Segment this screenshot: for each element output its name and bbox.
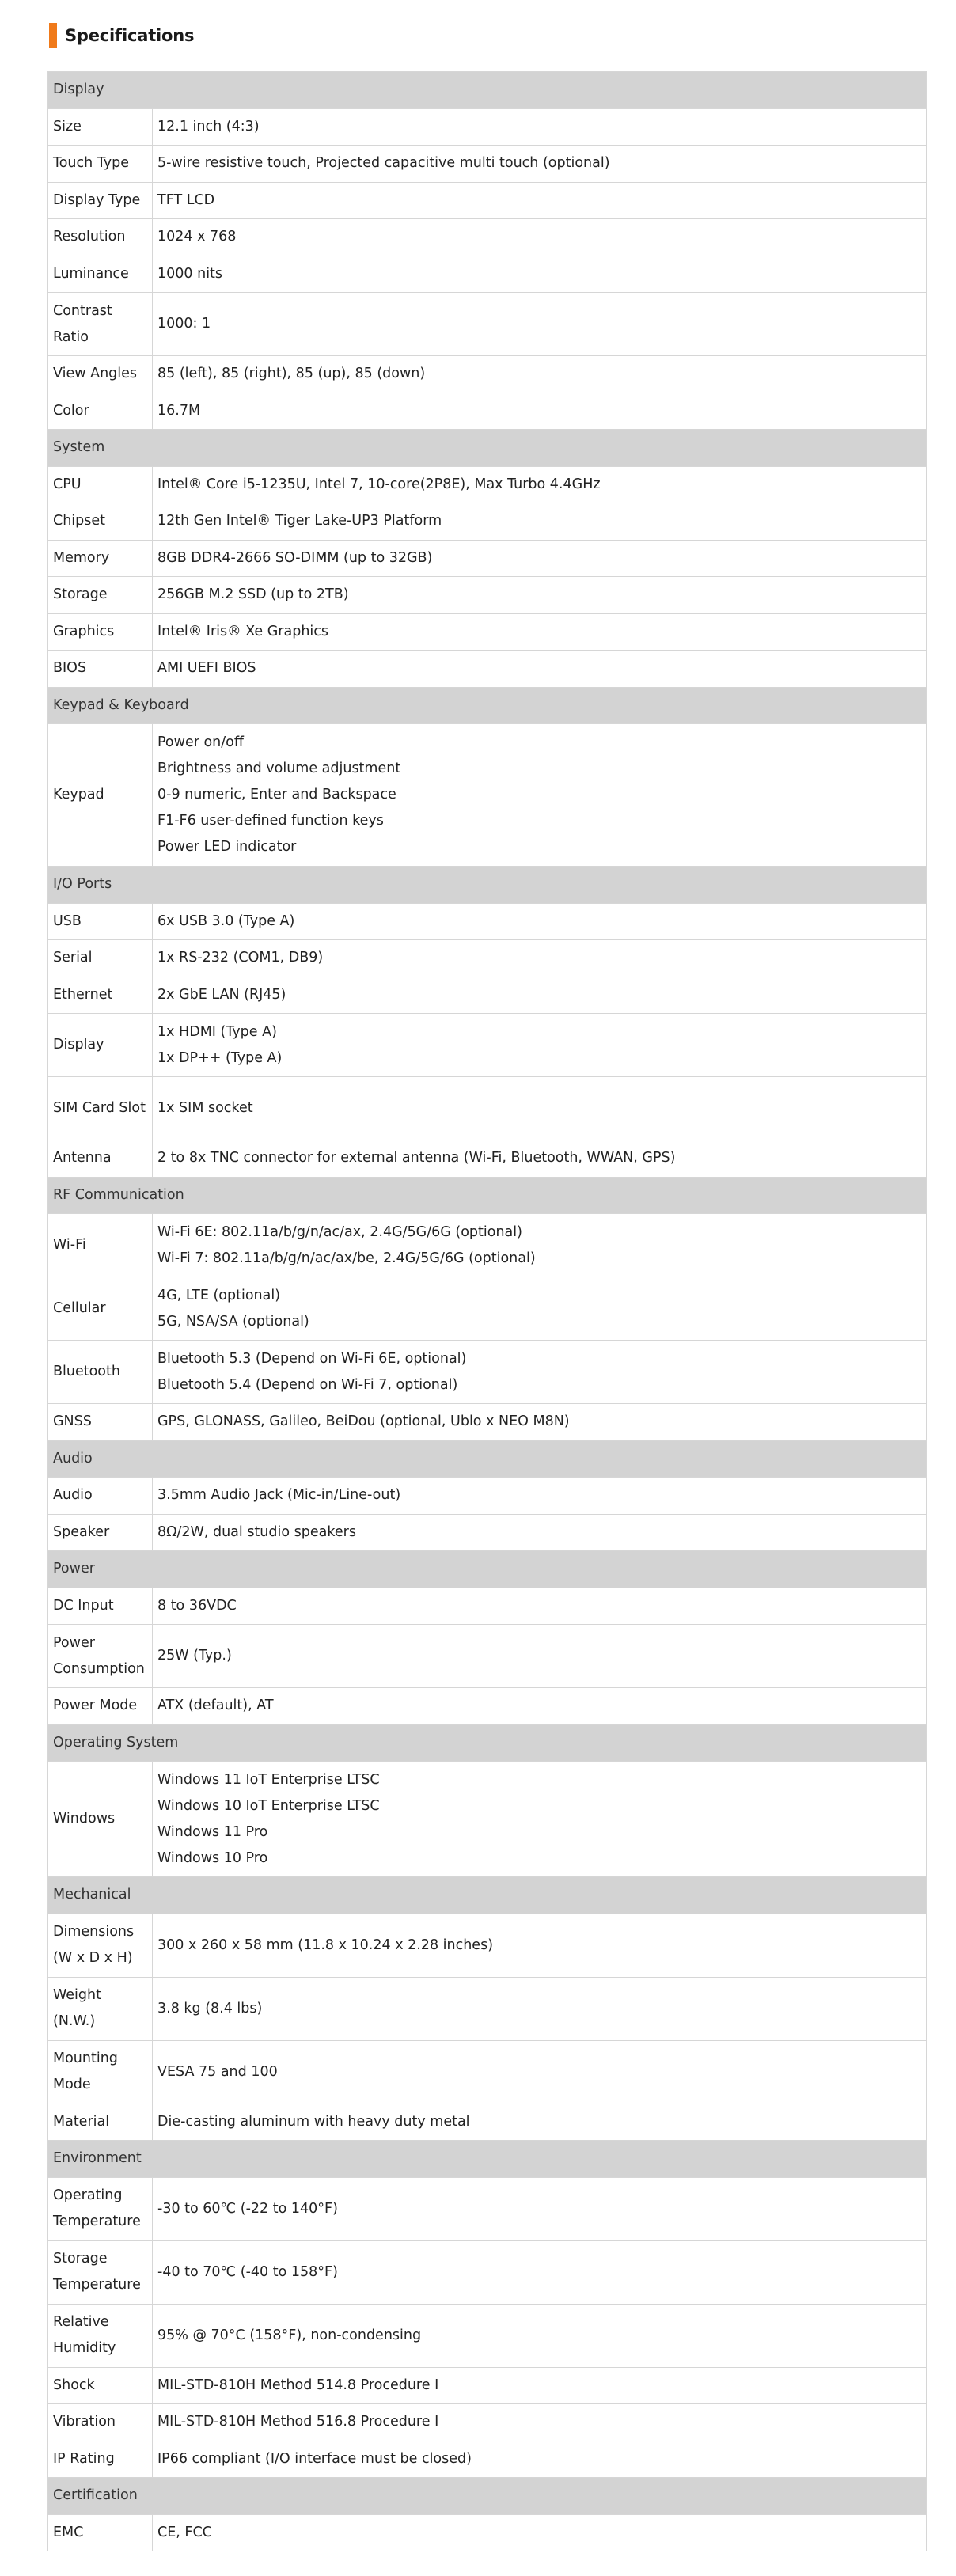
spec-row-power-dc-input <box>48 1588 927 1625</box>
spec-row-system-bios <box>48 651 927 688</box>
section-title: Mechanical <box>48 1877 927 1914</box>
spec-row-system-graphics <box>48 613 927 651</box>
spec-value-line: 256GB M.2 SSD (up to 2TB) <box>157 586 349 603</box>
spec-value <box>153 1625 927 1688</box>
spec-value <box>153 1341 927 1404</box>
section-header-certification <box>48 2478 927 2515</box>
spec-row-rf-communication-gnss <box>48 1404 927 1441</box>
section-header-display <box>48 72 927 109</box>
section-title: Keypad & Keyboard <box>48 687 927 724</box>
spec-value-line: IP66 compliant (I/O interface must be closed) <box>157 2450 472 2467</box>
spec-label: Storage Temperature <box>48 2240 153 2304</box>
spec-value-line: 2 to 8x TNC connector for external antenna (Wi-Fi, Bluetooth, WWAN, GPS) <box>157 1150 676 1167</box>
spec-label: USB <box>48 903 153 940</box>
spec-label: Ethernet <box>48 977 153 1014</box>
spec-row-i-o-ports-antenna <box>48 1140 927 1178</box>
spec-label: IP Rating <box>48 2441 153 2478</box>
section-title: Power <box>48 1551 927 1588</box>
spec-value-line: 2x GbE LAN (RJ45) <box>157 986 286 1003</box>
spec-row-rf-communication-bluetooth <box>48 1341 927 1404</box>
spec-value-line: 1000: 1 <box>157 316 211 332</box>
spec-row-environment-storage-temperature <box>48 2240 927 2304</box>
spec-value-line: 5-wire resistive touch, Projected capacitive multi touch (optional) <box>157 155 610 172</box>
spec-value <box>153 219 927 256</box>
spec-value-line: Windows 11 Pro <box>157 1823 268 1840</box>
spec-value-line: 16.7M <box>157 402 201 419</box>
spec-value <box>153 940 927 977</box>
spec-value-line: 1x SIM socket <box>157 1100 253 1116</box>
spec-value-line: 1000 nits <box>157 265 223 282</box>
spec-value <box>153 1404 927 1441</box>
spec-value-line: MIL-STD-810H Method 516.8 Procedure I <box>157 2414 439 2430</box>
spec-row-environment-vibration <box>48 2404 927 2441</box>
spec-label: Bluetooth <box>48 1341 153 1404</box>
spec-value-line: Power LED indicator <box>157 839 297 855</box>
section-title: I/O Ports <box>48 867 927 904</box>
spec-row-i-o-ports-ethernet <box>48 977 927 1014</box>
spec-value-line: 0-9 numeric, Enter and Backspace <box>157 787 396 802</box>
spec-label: Contrast Ratio <box>48 293 153 356</box>
spec-row-display-resolution <box>48 219 927 256</box>
spec-value-line: Wi-Fi 6E: 802.11a/b/g/n/ac/ax, 2.4G/5G/6G (optional) <box>157 1224 522 1240</box>
spec-value <box>153 2514 927 2551</box>
spec-value <box>153 2441 927 2478</box>
spec-row-mechanical-material <box>48 2104 927 2141</box>
spec-value <box>153 466 927 503</box>
spec-row-environment-ip-rating <box>48 2441 927 2478</box>
spec-label: Memory <box>48 540 153 577</box>
spec-row-power-power-mode <box>48 1688 927 1725</box>
spec-label: Dimensions (W x D x H) <box>48 1914 153 1977</box>
spec-row-audio-audio <box>48 1478 927 1515</box>
spec-value <box>153 540 927 577</box>
spec-value-line: 6x USB 3.0 (Type A) <box>157 912 295 929</box>
spec-value-line: Power on/off <box>157 734 244 750</box>
accent-bar <box>49 23 57 48</box>
spec-value <box>153 146 927 183</box>
spec-value <box>153 2177 927 2240</box>
spec-value <box>153 2240 927 2304</box>
spec-label: Graphics <box>48 613 153 651</box>
section-title: Display <box>48 72 927 109</box>
section-title: System <box>48 430 927 467</box>
spec-value-line: 3.8 kg (8.4 lbs) <box>157 2000 263 2016</box>
section-title: Environment <box>48 2141 927 2178</box>
spec-value <box>153 293 927 356</box>
spec-value <box>153 108 927 146</box>
spec-value <box>153 1977 927 2040</box>
spec-label: EMC <box>48 2514 153 2551</box>
spec-row-environment-shock <box>48 2367 927 2404</box>
spec-value <box>153 1014 927 1077</box>
spec-label: Power Consumption <box>48 1625 153 1688</box>
spec-value <box>153 724 927 867</box>
spec-label: Chipset <box>48 503 153 541</box>
spec-row-keypad-keyboard-keypad <box>48 724 927 867</box>
spec-row-system-cpu <box>48 466 927 503</box>
section-heading <box>49 22 194 49</box>
spec-value-line: 8Ω/2W, dual studio speakers <box>157 1523 356 1540</box>
spec-label: Cellular <box>48 1277 153 1341</box>
section-header-environment <box>48 2141 927 2178</box>
spec-value-line: 1x HDMI (Type A) <box>157 1023 277 1040</box>
spec-row-rf-communication-wi-fi <box>48 1214 927 1277</box>
specifications-table <box>47 71 927 2551</box>
spec-value <box>153 977 927 1014</box>
spec-row-mechanical-dimensions-w-x-d-x-h <box>48 1914 927 1977</box>
spec-label: View Angles <box>48 356 153 393</box>
spec-value <box>153 1214 927 1277</box>
spec-row-display-touch-type <box>48 146 927 183</box>
spec-label: Operating Temperature <box>48 2177 153 2240</box>
spec-value <box>153 2304 927 2367</box>
spec-label: Wi-Fi <box>48 1214 153 1277</box>
spec-label: Storage <box>48 577 153 614</box>
spec-label: Size <box>48 108 153 146</box>
spec-row-power-power-consumption <box>48 1625 927 1688</box>
spec-label: Display <box>48 1014 153 1077</box>
spec-value-line: Die-casting aluminum with heavy duty metal <box>157 2113 470 2130</box>
spec-value-line: Windows 10 Pro <box>157 1849 268 1866</box>
section-header-rf-communication <box>48 1177 927 1214</box>
spec-value-line: ATX (default), AT <box>157 1698 274 1714</box>
spec-value-line: F1-F6 user-defined function keys <box>157 813 384 829</box>
spec-value-line: 300 x 260 x 58 mm (11.8 x 10.24 x 2.28 inches) <box>157 1937 494 1953</box>
spec-label: Audio <box>48 1478 153 1515</box>
spec-value-line: Intel® Iris® Xe Graphics <box>157 623 329 639</box>
spec-row-certification-emc <box>48 2514 927 2551</box>
spec-label: Keypad <box>48 724 153 867</box>
spec-value-line: 1x DP++ (Type A) <box>157 1049 283 1066</box>
spec-value <box>153 1478 927 1515</box>
spec-label: Weight (N.W.) <box>48 1977 153 2040</box>
spec-value <box>153 1514 927 1551</box>
spec-value-line: 12.1 inch (4:3) <box>157 118 260 135</box>
spec-label: GNSS <box>48 1404 153 1441</box>
spec-value <box>153 356 927 393</box>
section-header-mechanical <box>48 1877 927 1914</box>
spec-value-line: 1x RS-232 (COM1, DB9) <box>157 950 324 966</box>
section-header-i-o-ports <box>48 867 927 904</box>
spec-row-system-memory <box>48 540 927 577</box>
spec-label: SIM Card Slot <box>48 1077 153 1140</box>
page-title: Specifications <box>65 26 195 45</box>
section-header-audio <box>48 1440 927 1478</box>
spec-row-i-o-ports-sim-card-slot <box>48 1077 927 1140</box>
section-header-keypad-keyboard <box>48 687 927 724</box>
spec-row-display-color <box>48 393 927 430</box>
spec-value-line: MIL-STD-810H Method 514.8 Procedure I <box>157 2377 439 2393</box>
spec-value <box>153 1762 927 1877</box>
spec-value-line: Bluetooth 5.4 (Depend on Wi-Fi 7, optional) <box>157 1376 458 1393</box>
spec-label: Material <box>48 2104 153 2141</box>
spec-value <box>153 2367 927 2404</box>
spec-row-i-o-ports-usb <box>48 903 927 940</box>
spec-row-display-contrast-ratio <box>48 293 927 356</box>
section-title: RF Communication <box>48 1177 927 1214</box>
spec-label: Touch Type <box>48 146 153 183</box>
spec-row-display-display-type <box>48 182 927 219</box>
spec-value <box>153 1688 927 1725</box>
spec-row-environment-operating-temperature <box>48 2177 927 2240</box>
spec-value <box>153 1914 927 1977</box>
spec-value <box>153 503 927 541</box>
spec-label: Antenna <box>48 1140 153 1178</box>
spec-label: CPU <box>48 466 153 503</box>
spec-value <box>153 1277 927 1341</box>
spec-value <box>153 2104 927 2141</box>
spec-value <box>153 577 927 614</box>
spec-label: Serial <box>48 940 153 977</box>
spec-label: Color <box>48 393 153 430</box>
spec-value <box>153 182 927 219</box>
spec-value-line: Intel® Core i5-1235U, Intel 7, 10-core(2P8E), Max Turbo 4.4GHz <box>157 476 601 492</box>
spec-value <box>153 613 927 651</box>
spec-row-mechanical-mounting-mode <box>48 2040 927 2104</box>
spec-value-line: 3.5mm Audio Jack (Mic-in/Line-out) <box>157 1487 401 1504</box>
spec-value <box>153 393 927 430</box>
spec-row-rf-communication-cellular <box>48 1277 927 1341</box>
spec-row-environment-relative-humidity <box>48 2304 927 2367</box>
spec-label: Mounting Mode <box>48 2040 153 2104</box>
spec-value-line: GPS, GLONASS, Galileo, BeiDou (optional, Ublo x NEO M8N) <box>157 1413 570 1430</box>
spec-row-display-size <box>48 108 927 146</box>
spec-value <box>153 256 927 293</box>
spec-value <box>153 1077 927 1140</box>
spec-label: Relative Humidity <box>48 2304 153 2367</box>
section-title: Certification <box>48 2478 927 2515</box>
spec-value-line: -40 to 70℃ (-40 to 158°F) <box>157 2263 338 2280</box>
spec-value-line: VESA 75 and 100 <box>157 2063 278 2080</box>
spec-row-system-storage <box>48 577 927 614</box>
spec-row-mechanical-weight-n-w <box>48 1977 927 2040</box>
spec-label: Speaker <box>48 1514 153 1551</box>
spec-value-line: -30 to 60℃ (-22 to 140°F) <box>157 2200 338 2217</box>
spec-value-line: 85 (left), 85 (right), 85 (up), 85 (down) <box>157 366 426 382</box>
spec-value-line: 8 to 36VDC <box>157 1597 237 1614</box>
spec-value-line: CE, FCC <box>157 2524 212 2540</box>
spec-value <box>153 2404 927 2441</box>
section-title: Audio <box>48 1440 927 1478</box>
spec-value <box>153 903 927 940</box>
spec-value-line: Bluetooth 5.3 (Depend on Wi-Fi 6E, optional) <box>157 1350 467 1367</box>
spec-row-audio-speaker <box>48 1514 927 1551</box>
spec-row-display-view-angles <box>48 356 927 393</box>
spec-value-line: Windows 11 IoT Enterprise LTSC <box>157 1771 380 1788</box>
spec-value-line: 25W (Typ.) <box>157 1648 232 1664</box>
spec-value <box>153 2040 927 2104</box>
spec-value-line: TFT LCD <box>157 192 215 208</box>
spec-row-i-o-ports-serial <box>48 940 927 977</box>
spec-value-line: Windows 10 IoT Enterprise LTSC <box>157 1797 380 1814</box>
spec-label: Resolution <box>48 219 153 256</box>
spec-label: Windows <box>48 1762 153 1877</box>
spec-value-line: 12th Gen Intel® Tiger Lake-UP3 Platform <box>157 513 442 529</box>
spec-row-display-luminance <box>48 256 927 293</box>
section-header-power <box>48 1551 927 1588</box>
spec-label: Vibration <box>48 2404 153 2441</box>
spec-value <box>153 1140 927 1178</box>
spec-row-operating-system-windows <box>48 1762 927 1877</box>
spec-value-line: Brightness and volume adjustment <box>157 761 401 776</box>
spec-label: Shock <box>48 2367 153 2404</box>
spec-value-line: Wi-Fi 7: 802.11a/b/g/n/ac/ax/be, 2.4G/5G/6G (optional) <box>157 1250 536 1266</box>
spec-label: Luminance <box>48 256 153 293</box>
spec-value-line: 4G, LTE (optional) <box>157 1287 281 1303</box>
spec-value <box>153 651 927 688</box>
section-header-system <box>48 430 927 467</box>
spec-value-line: AMI UEFI BIOS <box>157 660 256 677</box>
spec-value-line: 5G, NSA/SA (optional) <box>157 1313 309 1330</box>
spec-value <box>153 1588 927 1625</box>
spec-label: Power Mode <box>48 1688 153 1725</box>
spec-row-system-chipset <box>48 503 927 541</box>
spec-label: DC Input <box>48 1588 153 1625</box>
section-title: Operating System <box>48 1724 927 1762</box>
spec-label: BIOS <box>48 651 153 688</box>
section-header-operating-system <box>48 1724 927 1762</box>
spec-value-line: 95% @ 70°C (158°F), non-condensing <box>157 2327 422 2343</box>
spec-value-line: 8GB DDR4-2666 SO-DIMM (up to 32GB) <box>157 549 433 566</box>
spec-value-line: 1024 x 768 <box>157 229 237 245</box>
spec-label: Display Type <box>48 182 153 219</box>
spec-row-i-o-ports-display <box>48 1014 927 1077</box>
